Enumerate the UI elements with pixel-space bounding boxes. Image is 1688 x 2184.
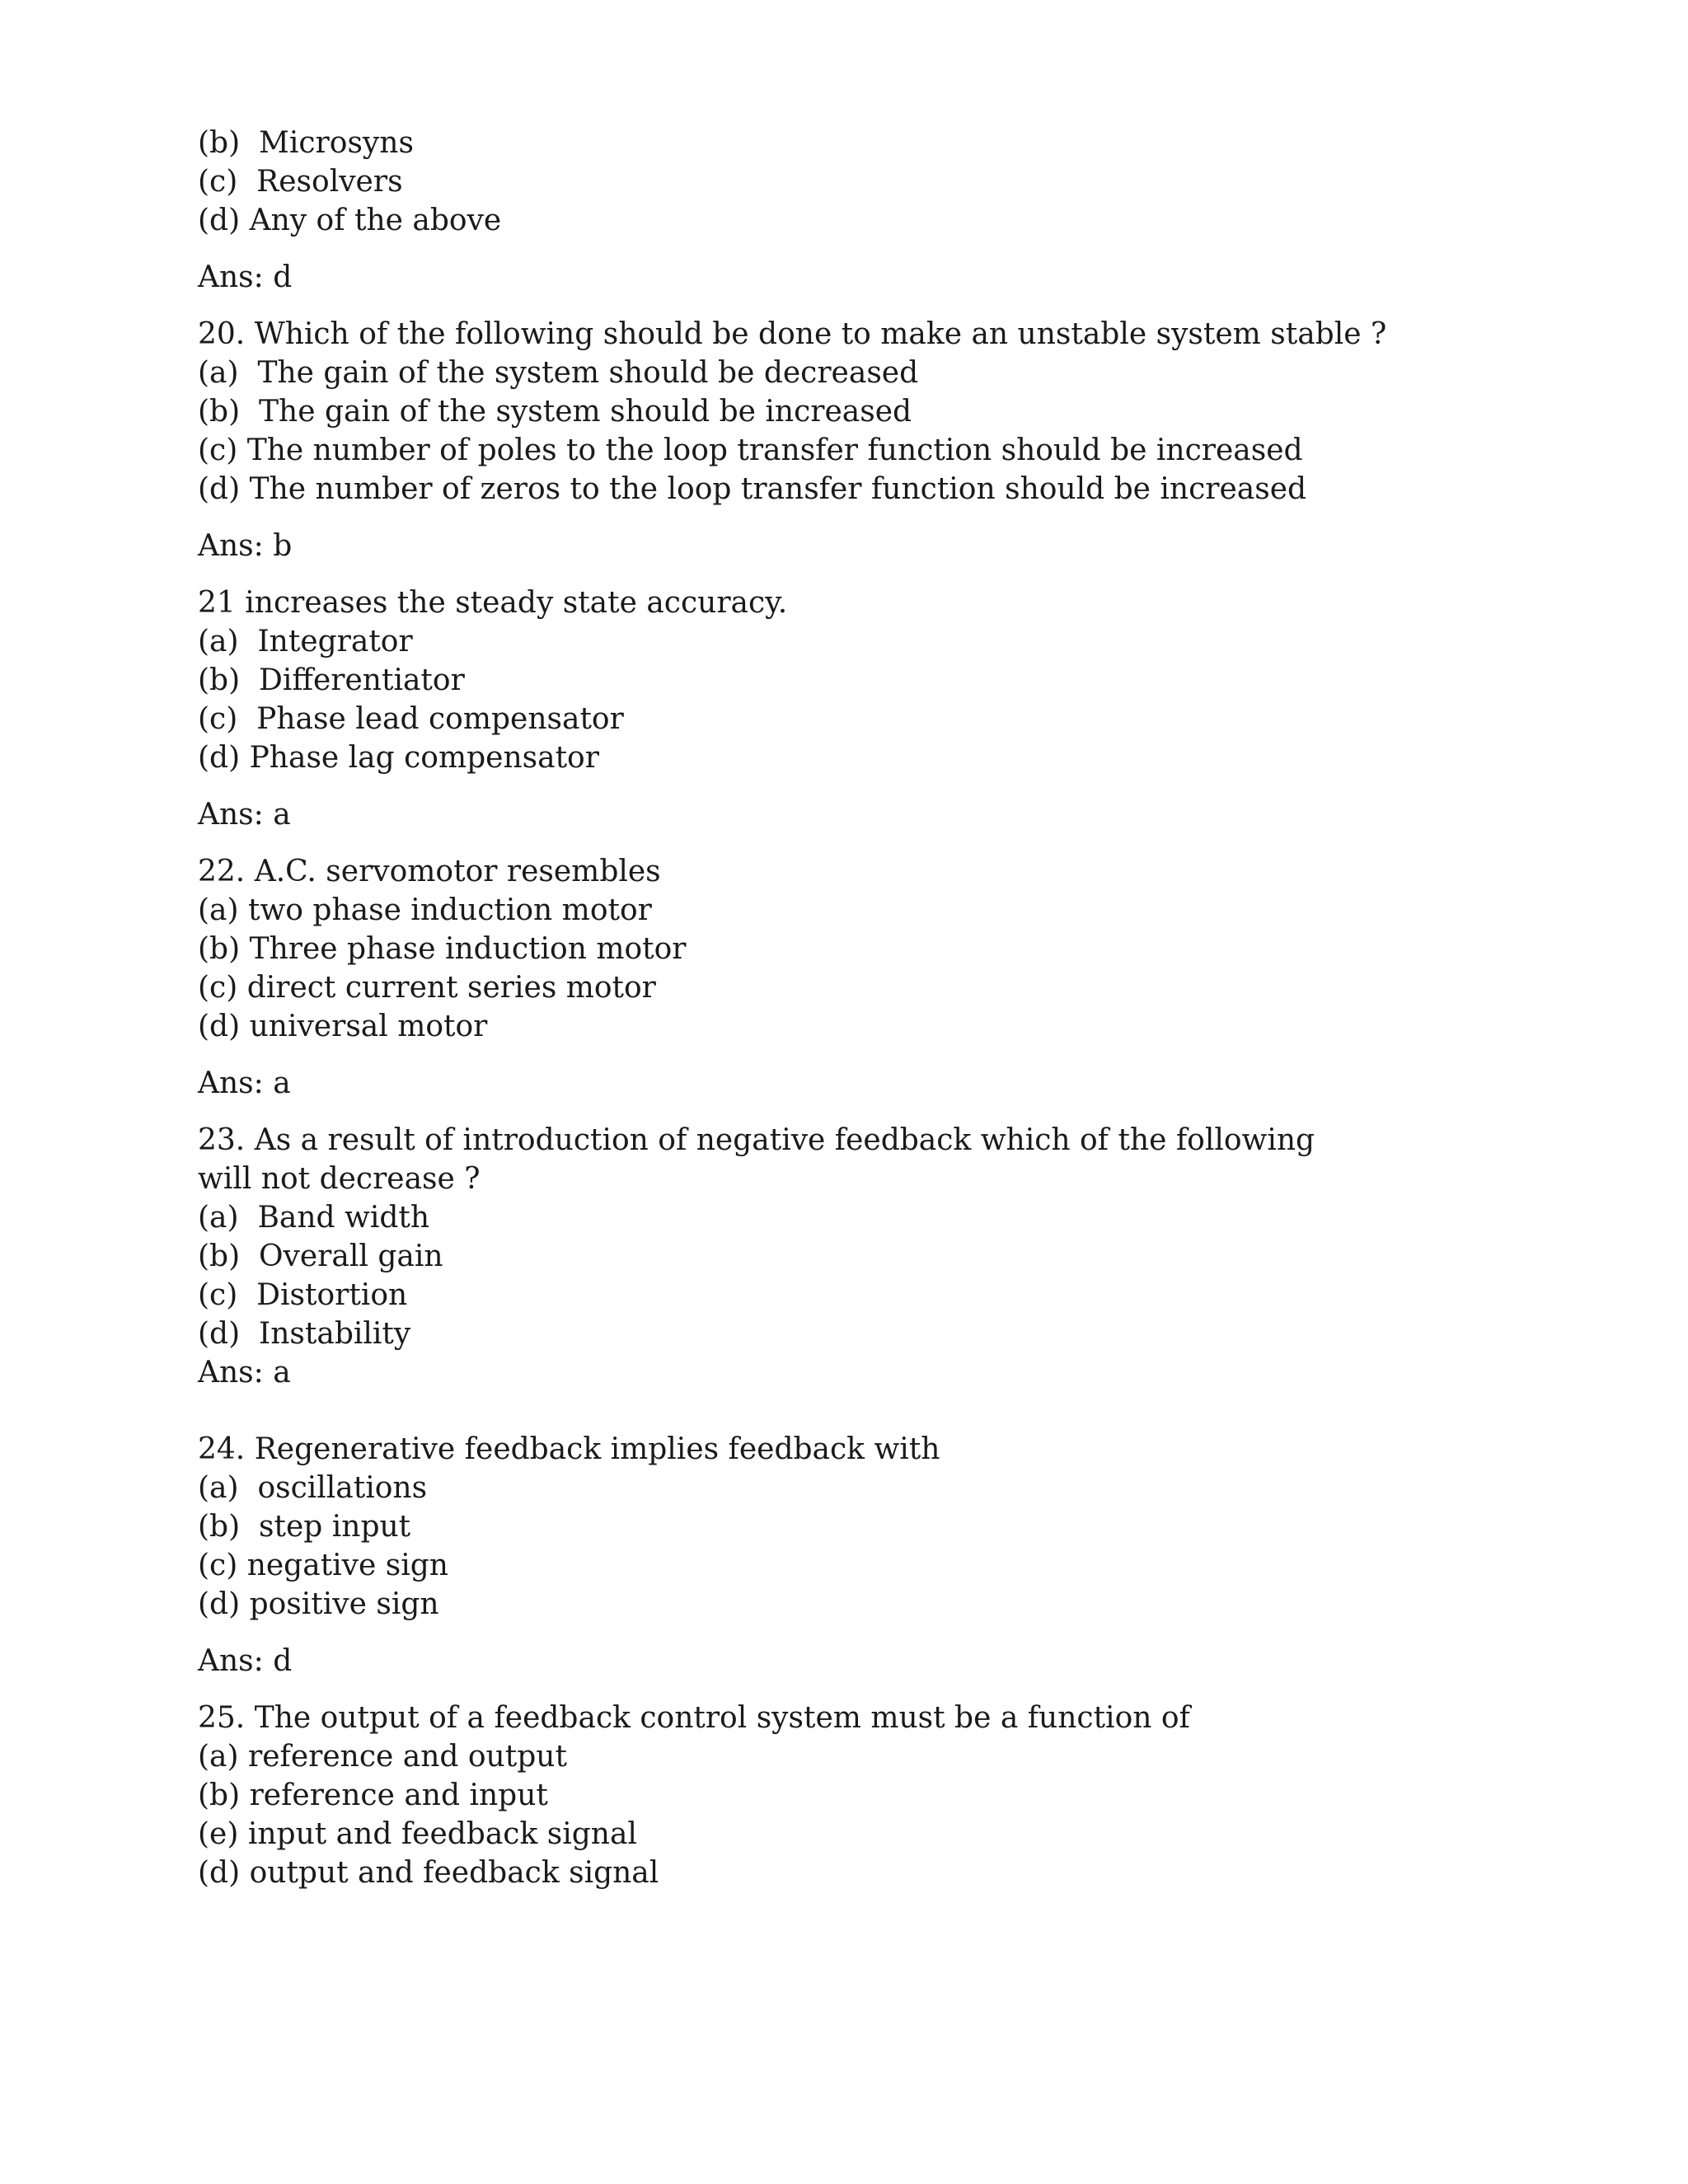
question-23 (198, 1121, 1599, 1392)
question-text: 25. The output of a feedback control system must be a function of (198, 1701, 1190, 1735)
answer: Ans: a (198, 1066, 291, 1100)
option: (b) reference and input (198, 1779, 548, 1812)
option: (d) The number of zeros to the loop transfer function should be increased (198, 472, 1307, 506)
question-text: 20. Which of the following should be done to make an unstable system stable ? (198, 317, 1387, 351)
option: (b) The gain of the system should be increased (198, 395, 912, 429)
option: (d) positive sign (198, 1587, 439, 1621)
option: (c) direct current series motor (198, 971, 656, 1005)
question-19-tail (198, 124, 1599, 240)
option: (e) input and feedback signal (198, 1817, 637, 1851)
question-text: 22. A.C. servomotor resembles (198, 855, 661, 888)
option: (a) Band width (198, 1201, 430, 1235)
option: (d) universal motor (198, 1010, 488, 1043)
question-22 (198, 852, 1599, 1046)
answer: Ans: a (198, 798, 291, 832)
option: (c) Phase lead compensator (198, 702, 624, 736)
question-text: 21 increases the steady state accuracy. (198, 586, 788, 620)
answer: Ans: d (198, 260, 293, 294)
answer: Ans: d (198, 1644, 293, 1678)
option: (c) negative sign (198, 1549, 448, 1582)
question-25 (198, 1699, 1599, 1892)
document-page (198, 124, 1599, 1892)
option: (a) The gain of the system should be decreased (198, 356, 919, 390)
option: (d) Any of the above (198, 204, 502, 237)
option: (b) Overall gain (198, 1240, 443, 1273)
question-text: 23. As a result of introduction of negative feedback which of the following will not decrease ? (198, 1123, 1315, 1196)
option: (c) The number of poles to the loop transfer function should be increased (198, 434, 1303, 467)
option: (b) Microsyns (198, 126, 414, 160)
option: (b) Three phase induction motor (198, 932, 687, 966)
answer: Ans: b (198, 529, 293, 563)
option: (b) step input (198, 1510, 411, 1544)
option: (a) oscillations (198, 1471, 428, 1505)
option: (a) Integrator (198, 625, 413, 658)
option: (c) Resolvers (198, 165, 403, 199)
option: (a) reference and output (198, 1740, 567, 1774)
spacer (198, 1392, 1599, 1430)
question-24 (198, 1430, 1599, 1624)
question-21 (198, 583, 1599, 777)
option: (b) Differentiator (198, 663, 465, 697)
option: (c) Distortion (198, 1278, 408, 1312)
question-20 (198, 315, 1599, 509)
question-text: 24. Regenerative feedback implies feedback with (198, 1432, 940, 1466)
option: (d) Instability (198, 1317, 411, 1351)
option: (a) two phase induction motor (198, 893, 652, 927)
answer: Ans: a (198, 1356, 291, 1390)
option: (d) output and feedback signal (198, 1856, 659, 1890)
option: (d) Phase lag compensator (198, 741, 599, 775)
